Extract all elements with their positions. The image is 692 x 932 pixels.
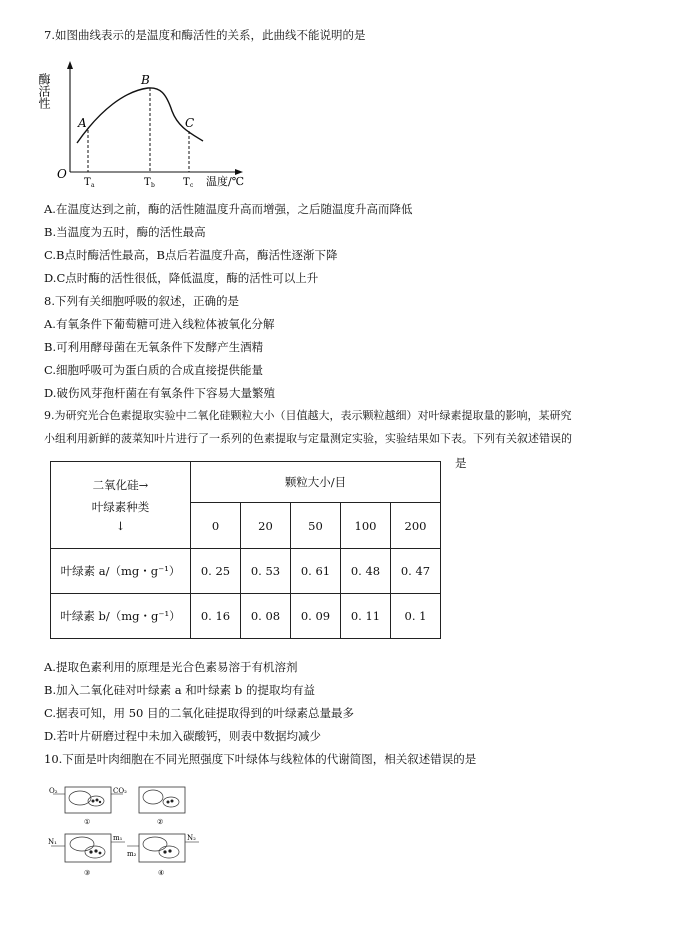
panel-1 [49,787,127,826]
tick-ta-sub: a [91,182,95,189]
table-cell: 0. 16 [191,594,241,639]
q8-option-a: A.有氧条件下葡萄糖可进入线粒体被氧化分解 [44,317,275,331]
table-cell: 0. 09 [291,594,341,639]
table-cell: 0. 08 [241,594,291,639]
q7-option-a: A.在温度达到之前，酶的活性随温度升高而增强，之后随温度升高而降低 [44,202,413,216]
q9-option-d: D.若叶片研磨过程中未加入碳酸钙，则表中数据均减少 [44,729,321,743]
tick-tc: T [183,177,190,188]
origin-label: O [57,167,67,181]
q9-stem-line2: 小组利用新鲜的菠菜知叶片进行了一系列的色素提取与定量测定实验，实验结果如下表。下列有关叙述错误的 [44,432,572,445]
col-header: 20 [241,503,291,549]
q7-option-c: C.B点时酶活性最高，B点后若温度升高，酶活性逐渐下降 [44,248,338,262]
table-cell: 0. 47 [391,549,441,594]
m1-label: m₁ [113,834,123,842]
corner-line1: 二氧化硅→ [92,478,149,492]
q10-stem: 10.下面是叶肉细胞在不同光照强度下叶绿体与线粒体的代谢简图，相关叙述错误的是 [44,752,477,766]
panel-1-label: ① [84,818,91,826]
q8-option-d: D.破伤风芽孢杆菌在有氧条件下容易大量繁殖 [44,386,275,400]
q9-option-a: A.提取色素利用的原理是光合色素易溶于有机溶剂 [44,660,298,674]
panel-2 [139,787,185,826]
q8-option-b: B.可利用酵母菌在无氧条件下发酵产生酒精 [44,340,264,354]
table-cell: 0. 53 [241,549,291,594]
particle-size-header: 颗粒大小/目 [191,462,441,503]
table-cell: 0. 11 [341,594,391,639]
q9-option-b: B.加入二氧化硅对叶绿素 a 和叶绿素 b 的提取均有益 [44,683,315,697]
y-axis-label: 酶活性 [37,73,51,109]
row-label: 叶绿素 b/（mg・g⁻¹） [51,594,191,639]
tick-tc-sub: c [190,182,194,189]
q10-metabolism-diagram [47,784,222,884]
col-header: 50 [291,503,341,549]
table-row [51,549,441,594]
corner-line2: 叶绿素种类 [91,500,150,514]
q7-option-b: B.当温度为五时，酶的活性最高 [44,225,206,239]
row-label: 叶绿素 a/（mg・g⁻¹） [51,549,191,594]
co2-label: CO₂ [113,787,127,795]
q9-option-c: C.据表可知，用 50 目的二氧化硅提取得到的叶绿素总量最多 [44,706,354,720]
point-b-label: B [141,73,150,87]
q8-option-c: C.细胞呼吸可为蛋白质的合成直接提供能量 [44,363,264,377]
point-a-label: A [78,116,87,130]
q9-stem-line1: 9.为研究光合色素提取实验中二氧化硅颗粒大小（目值越大，表示颗粒越细）对叶绿素提取量的影响，某研究 [44,409,572,422]
table-row [51,594,441,639]
col-header: 0 [191,503,241,549]
table-cell: 0. 25 [191,549,241,594]
n1-label: N₁ [48,838,57,846]
x-axis-label: 温度/℃ [206,175,245,188]
panel-2-label: ② [157,818,164,826]
panel-3-label: ③ [84,869,91,877]
panel-4 [127,834,199,877]
table-cell: 0. 48 [341,549,391,594]
panel-4-label: ④ [158,869,165,877]
q7-option-d: D.C点时酶的活性很低，降低温度，酶的活性可以上升 [44,271,319,285]
col-header: 200 [391,503,441,549]
corner-line3: ↓ [115,519,126,533]
q8-stem: 8.下列有关细胞呼吸的叙述，正确的是 [44,294,239,308]
n2-label: N₂ [187,834,196,842]
table-cell: 0. 1 [391,594,441,639]
point-c-label: C [185,116,195,130]
m2-label: m₂ [127,850,137,858]
tick-tb: T [144,177,151,188]
q9-stem-tail: 是 [455,456,467,470]
panel-3 [48,834,125,877]
q7-stem: 7.如图曲线表示的是温度和酶活性的关系，此曲线不能说明的是 [44,28,366,42]
table-cell: 0. 61 [291,549,341,594]
tick-ta: T [84,177,91,188]
tick-tb-sub: b [151,182,155,189]
o2-label: O₂ [49,787,58,795]
y-axis-arrow [67,61,73,69]
q7-enzyme-temperature-graph [37,55,260,190]
col-header: 100 [341,503,391,549]
table-corner-header [51,462,191,549]
q9-results-table [50,461,441,639]
